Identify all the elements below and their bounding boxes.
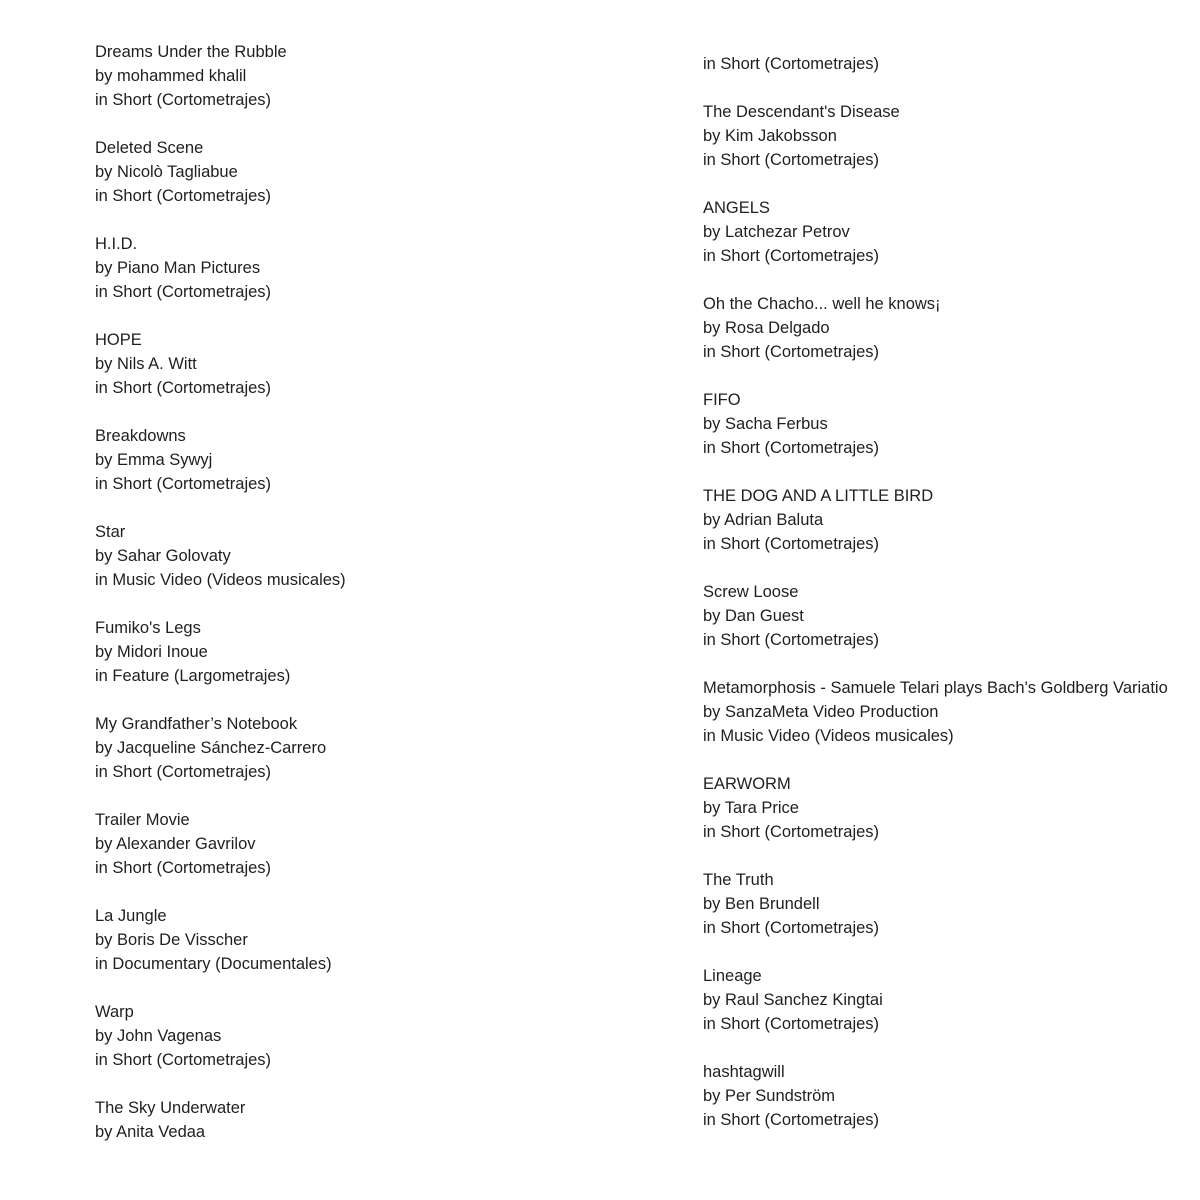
film-category: in Short (Cortometrajes) [703, 1111, 880, 1129]
film-author: by Ben Brundell [703, 895, 820, 913]
film-category: in Short (Cortometrajes) [703, 439, 880, 457]
film-title: Breakdowns [95, 427, 186, 445]
film-title: Fumiko's Legs [95, 619, 201, 637]
film-author: by Sahar Golovaty [95, 547, 231, 565]
film-author: by Alexander Gavrilov [95, 835, 256, 853]
film-author: by Adrian Baluta [703, 511, 824, 529]
film-title: ANGELS [703, 199, 770, 217]
left-column [95, 40, 346, 1168]
film-author: by Emma Sywyj [95, 451, 213, 469]
film-title: The Sky Underwater [95, 1099, 246, 1117]
film-title: HOPE [95, 331, 142, 349]
film-title: EARWORM [703, 775, 791, 793]
film-entry [703, 772, 1168, 844]
film-category: in Short (Cortometrajes) [95, 379, 272, 397]
film-author: by Per Sundström [703, 1087, 836, 1105]
film-category: in Music Video (Videos musicales) [703, 727, 954, 745]
film-entry [703, 580, 1168, 652]
film-entry [95, 616, 346, 688]
film-entry [95, 232, 346, 304]
film-author: by Kim Jakobsson [703, 127, 837, 145]
film-entry [703, 484, 1168, 556]
film-title: Warp [95, 1003, 134, 1021]
film-author: by Rosa Delgado [703, 319, 830, 337]
film-author: by Nicolò Tagliabue [95, 163, 238, 181]
film-category: in Short (Cortometrajes) [703, 823, 880, 841]
film-category: in Feature (Largometrajes) [95, 667, 291, 685]
film-entry [703, 100, 1168, 172]
film-entry [95, 424, 346, 496]
film-entry [703, 292, 1168, 364]
film-entry [703, 868, 1168, 940]
film-title: The Truth [703, 871, 774, 889]
film-title: Lineage [703, 967, 762, 985]
film-title: H.I.D. [95, 235, 138, 253]
film-title: Screw Loose [703, 583, 799, 601]
film-category: in Short (Cortometrajes) [703, 1015, 880, 1033]
film-author: by John Vagenas [95, 1027, 222, 1045]
film-entry [95, 1000, 346, 1072]
right-column [703, 52, 1168, 1156]
film-category: in Short (Cortometrajes) [703, 343, 880, 361]
film-category: in Short (Cortometrajes) [703, 535, 880, 553]
film-entry [703, 964, 1168, 1036]
film-author: by Anita Vedaa [95, 1123, 206, 1141]
film-category: in Short (Cortometrajes) [703, 247, 880, 265]
film-author: by Midori Inoue [95, 643, 208, 661]
film-entry [95, 712, 346, 784]
film-author: by Nils A. Witt [95, 355, 197, 373]
film-title: Trailer Movie [95, 811, 190, 829]
film-author: by Boris De Visscher [95, 931, 248, 949]
film-entry [95, 40, 346, 112]
film-entry [95, 520, 346, 592]
film-title: La Jungle [95, 907, 167, 925]
film-author: by Piano Man Pictures [95, 259, 261, 277]
film-author: by Tara Price [703, 799, 799, 817]
film-title: The Descendant's Disease [703, 103, 900, 121]
film-category: in Documentary (Documentales) [95, 955, 332, 973]
film-entry [95, 328, 346, 400]
film-category: in Short (Cortometrajes) [703, 919, 880, 937]
film-entry [95, 136, 346, 208]
film-category: in Short (Cortometrajes) [95, 91, 272, 109]
film-title: hashtagwill [703, 1063, 785, 1081]
film-author: by Sacha Ferbus [703, 415, 828, 433]
film-title: Dreams Under the Rubble [95, 43, 287, 61]
film-author: by mohammed khalil [95, 67, 247, 85]
film-title: Oh the Chacho... well he knows¡ [703, 295, 941, 313]
film-title: My Grandfather’s Notebook [95, 715, 298, 733]
film-category: in Short (Cortometrajes) [703, 151, 880, 169]
film-category: in Short (Cortometrajes) [95, 859, 272, 877]
film-author: by SanzaMeta Video Production [703, 703, 939, 721]
film-author: by Jacqueline Sánchez-Carrero [95, 739, 327, 757]
film-title: Metamorphosis - Samuele Telari plays Bach's Goldberg Variatio [703, 679, 1168, 697]
film-title: THE DOG AND A LITTLE BIRD [703, 487, 934, 505]
film-category: in Short (Cortometrajes) [703, 55, 880, 73]
film-author: by Raul Sanchez Kingtai [703, 991, 883, 1009]
film-category: in Short (Cortometrajes) [95, 763, 272, 781]
film-title: Deleted Scene [95, 139, 204, 157]
film-author: by Dan Guest [703, 607, 804, 625]
film-category: in Short (Cortometrajes) [95, 187, 272, 205]
film-category: in Short (Cortometrajes) [95, 1051, 272, 1069]
film-category: in Short (Cortometrajes) [95, 475, 272, 493]
film-entry [703, 52, 1168, 76]
film-author: by Latchezar Petrov [703, 223, 850, 241]
film-category: in Music Video (Videos musicales) [95, 571, 346, 589]
film-entry [703, 196, 1168, 268]
film-entry [703, 388, 1168, 460]
film-title: FIFO [703, 391, 741, 409]
film-entry [703, 676, 1168, 748]
film-entry [95, 808, 346, 880]
film-category: in Short (Cortometrajes) [703, 631, 880, 649]
film-entry [703, 1060, 1168, 1132]
film-title: Star [95, 523, 126, 541]
film-category: in Short (Cortometrajes) [95, 283, 272, 301]
film-entry [95, 904, 346, 976]
film-entry [95, 1096, 346, 1144]
